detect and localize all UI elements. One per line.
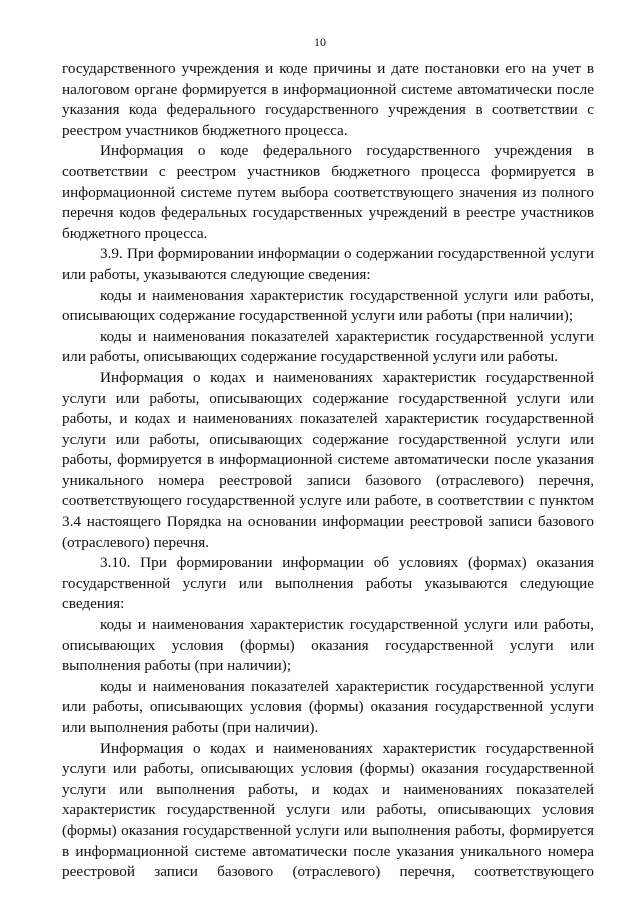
paragraph: Информация о кодах и наименованиях характеристик государственной услуги или работы, описывающих содержание государственной услуги или работы, и кодах и наименованиях показателей характеристик государственной услуги или работы, описывающих содержание государственной услуги или работы, формируется в информационной системе автоматически после указания уникального номера реестровой записи базового (отраслевого) перечня, соответствующего государственной услуге или работе, в соответствии с пунктом 3.4 настоящего Порядка на основании информации реестровой записи базового (отраслевого) перечня. — [62, 368, 594, 551]
paragraph-clause-3-9: 3.9. При формировании информации о содержании государственной услуги или работы, указываются следующие сведения: — [62, 245, 594, 283]
paragraph-clause-3-10: 3.10. При формировании информации об условиях (формах) оказания государственной услуги или выполнения работы указываются следующие сведения: — [62, 554, 594, 613]
paragraph-list-item: коды и наименования показателей характеристик государственной услуги или работы, описывающих условия (формы) оказания государственной услуги или выполнения работы (при наличии). — [62, 677, 594, 736]
paragraph-continues-next-page: Информация о кодах и наименованиях характеристик государственной услуги или работы, описывающих условия (формы) оказания государственной услуги или выполнения работы, и кодах и наименованиях показателей характеристик государственной услуги или работы, описывающих условия (формы) оказания государственной услуги или выполнения работы, формируется в информационной системе автоматически после указания уникального номера реестровой записи базового (отраслевого) перечня, соответствующего — [62, 739, 594, 881]
page-number: 10 — [314, 35, 326, 49]
paragraph-list-item: коды и наименования показателей характеристик государственной услуги или работы, описывающих содержание государственной услуги или работы. — [62, 327, 594, 366]
paragraph-list-item: коды и наименования характеристик государственной услуги или работы, описывающих условия (формы) оказания государственной услуги или выполнения работы (при наличии); — [62, 616, 594, 675]
paragraph-continued: государственного учреждения и коде причины и дате постановки его на учет в налоговом органе формируется в информационной системе автоматически после указания кода федерального государственного учреждения в соответствии с реестром участников бюджетного процесса. — [62, 60, 594, 139]
paragraph-list-item: коды и наименования характеристик государственной услуги или работы, описывающих содержание государственной услуги или работы (при наличии); — [62, 286, 594, 325]
page-body — [62, 59, 594, 883]
paragraph: Информация о коде федерального государственного учреждения в соответствии с реестром участников бюджетного процесса формируется в информационной системе путем выбора соответствующего значения из полного перечня кодов федеральных государственных учреждений в реестре участников бюджетного процесса. — [62, 142, 594, 242]
